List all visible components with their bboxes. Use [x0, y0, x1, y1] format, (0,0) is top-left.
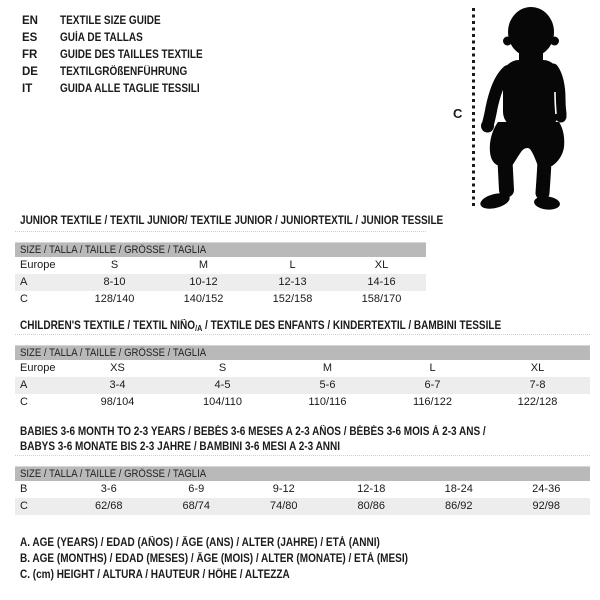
note-c: C. (cm) HEIGHT / ALTURA / HAUTEUR / HÖHE / ALTEZZA	[20, 569, 290, 581]
note-a: A. AGE (YEARS) / EDAD (AÑOS) / ÂGE (ANS) / ALTER (JAHRE) / ETÀ (ANNI)	[20, 537, 380, 549]
cell: M	[198, 259, 209, 271]
table-row	[15, 257, 426, 274]
table-row	[15, 291, 426, 308]
language-row	[22, 64, 224, 81]
legend-notes	[20, 535, 466, 583]
cell: 92/98	[532, 500, 561, 512]
cell: S	[218, 362, 227, 374]
table-row	[15, 274, 426, 291]
table-top-rule	[15, 455, 590, 456]
cell: 3-4	[109, 379, 126, 391]
language-code: FR	[22, 49, 38, 61]
size-header-text: SIZE / TALLA / TAILLE / GRÖSSE / TAGLIA	[20, 347, 207, 359]
cell: 8-10	[103, 276, 126, 288]
row-label: A	[20, 379, 28, 391]
note-line	[20, 567, 466, 583]
cell: 4-5	[214, 379, 231, 391]
row-label: A	[20, 276, 28, 288]
cell: L	[429, 362, 436, 374]
table-row	[15, 481, 590, 498]
babies-size-table	[15, 466, 590, 515]
language-label: TEXTILGRÖßENFÜHRUNG	[60, 66, 188, 78]
cell: 104/110	[203, 396, 242, 408]
cell: 74/80	[269, 500, 298, 512]
cell: M	[322, 362, 333, 374]
note-b: B. AGE (MONTHS) / EDAD (MESES) / ÂGE (MOIS) / ALTER (MONATE) / ETÀ (MESI)	[20, 553, 408, 565]
language-label: GUIDE DES TAILLES TEXTILE	[60, 49, 203, 61]
cell: 9-12	[272, 483, 295, 495]
cell: 158/170	[361, 293, 402, 305]
table-row	[15, 377, 590, 394]
size-header-bar	[15, 345, 590, 360]
cell: XL	[374, 259, 389, 271]
size-header-text: SIZE / TALLA / TAILLE / GRÖSSE / TAGLIA	[20, 468, 207, 480]
table-top-rule	[15, 334, 590, 335]
cell: S	[110, 259, 119, 271]
table-row	[15, 394, 590, 411]
title-part: / TEXTILE DES ENFANTS / KINDERTEXTIL / BAMBINI TESSILE	[202, 320, 502, 332]
size-header-text: SIZE / TALLA / TAILLE / GRÖSSE / TAGLIA	[20, 244, 207, 256]
junior-table-title-text: JUNIOR TEXTILE / TEXTIL JUNIOR/ TEXTILE JUNIOR / JUNIORTEXTIL / JUNIOR TESSILE	[20, 215, 444, 227]
baby-silhouette-icon	[478, 4, 588, 214]
row-label: C	[20, 500, 28, 512]
cell: 18-24	[444, 483, 473, 495]
cell: 62/68	[94, 500, 123, 512]
cell: 98/104	[100, 396, 135, 408]
cell: 140/152	[183, 293, 224, 305]
cell: 12-18	[357, 483, 386, 495]
language-label: GUÍA DE TALLAS	[60, 32, 143, 44]
babies-title-line-2: BABYS 3-6 MONATE BIS 2-3 JAHRE / BAMBINI 3-6 MESI A 2-3 ANNI	[20, 441, 341, 453]
table-top-rule	[15, 231, 426, 232]
title-subscript: /A	[195, 324, 203, 333]
cell: 7-8	[529, 379, 546, 391]
cell: 152/158	[272, 293, 313, 305]
cell: 12-13	[278, 276, 307, 288]
size-header-bar	[15, 242, 426, 257]
cell: 122/128	[517, 396, 558, 408]
cell: 6-7	[424, 379, 441, 391]
cell: 86/92	[444, 500, 473, 512]
language-row	[22, 13, 224, 30]
cell: 128/140	[94, 293, 135, 305]
junior-table-title	[20, 214, 506, 229]
babies-table-title	[20, 425, 555, 455]
language-title-block	[22, 13, 224, 98]
row-label: B	[20, 483, 28, 495]
language-row	[22, 47, 224, 64]
height-measure-label: C	[453, 106, 463, 121]
cell: 24-36	[532, 483, 561, 495]
language-label: TEXTILE SIZE GUIDE	[60, 15, 161, 27]
title-part: CHILDREN'S TEXTILE / TEXTIL NIÑO	[20, 320, 196, 332]
cell: 5-6	[319, 379, 336, 391]
row-label: Europe	[20, 362, 56, 374]
table-row	[15, 498, 590, 515]
children-size-table	[15, 345, 590, 411]
cell: XL	[530, 362, 545, 374]
cell: 6-9	[188, 483, 205, 495]
cell: 80/86	[357, 500, 386, 512]
cell: 14-16	[367, 276, 396, 288]
cell: XS	[110, 362, 125, 374]
height-measure-dashed-line	[472, 8, 475, 206]
cell: 10-12	[189, 276, 218, 288]
size-header-bar	[15, 466, 590, 481]
cell: 116/122	[413, 396, 452, 408]
table-row	[15, 360, 590, 377]
cell: 3-6	[100, 483, 117, 495]
language-code: IT	[22, 83, 33, 95]
row-label: Europe	[20, 259, 56, 271]
row-label: C	[20, 293, 28, 305]
language-code: DE	[22, 66, 38, 78]
language-row	[22, 30, 224, 47]
row-label: C	[20, 396, 28, 408]
junior-size-table	[15, 242, 426, 308]
language-label: GUIDA ALLE TAGLIE TESSILI	[60, 83, 200, 95]
cell: 110/116	[308, 396, 347, 408]
language-code: EN	[22, 15, 38, 27]
language-code: ES	[22, 32, 38, 44]
cell: 68/74	[182, 500, 211, 512]
note-line	[20, 551, 466, 567]
language-row	[22, 81, 224, 98]
cell: L	[289, 259, 296, 271]
note-line	[20, 535, 466, 551]
babies-title-line-1: BABIES 3-6 MONTH TO 2-3 YEARS / BEBÉS 3-6 MESES A 2-3 AÑOS / BÉBÉS 3-6 MOIS À 2-3 ANS /	[20, 426, 486, 438]
